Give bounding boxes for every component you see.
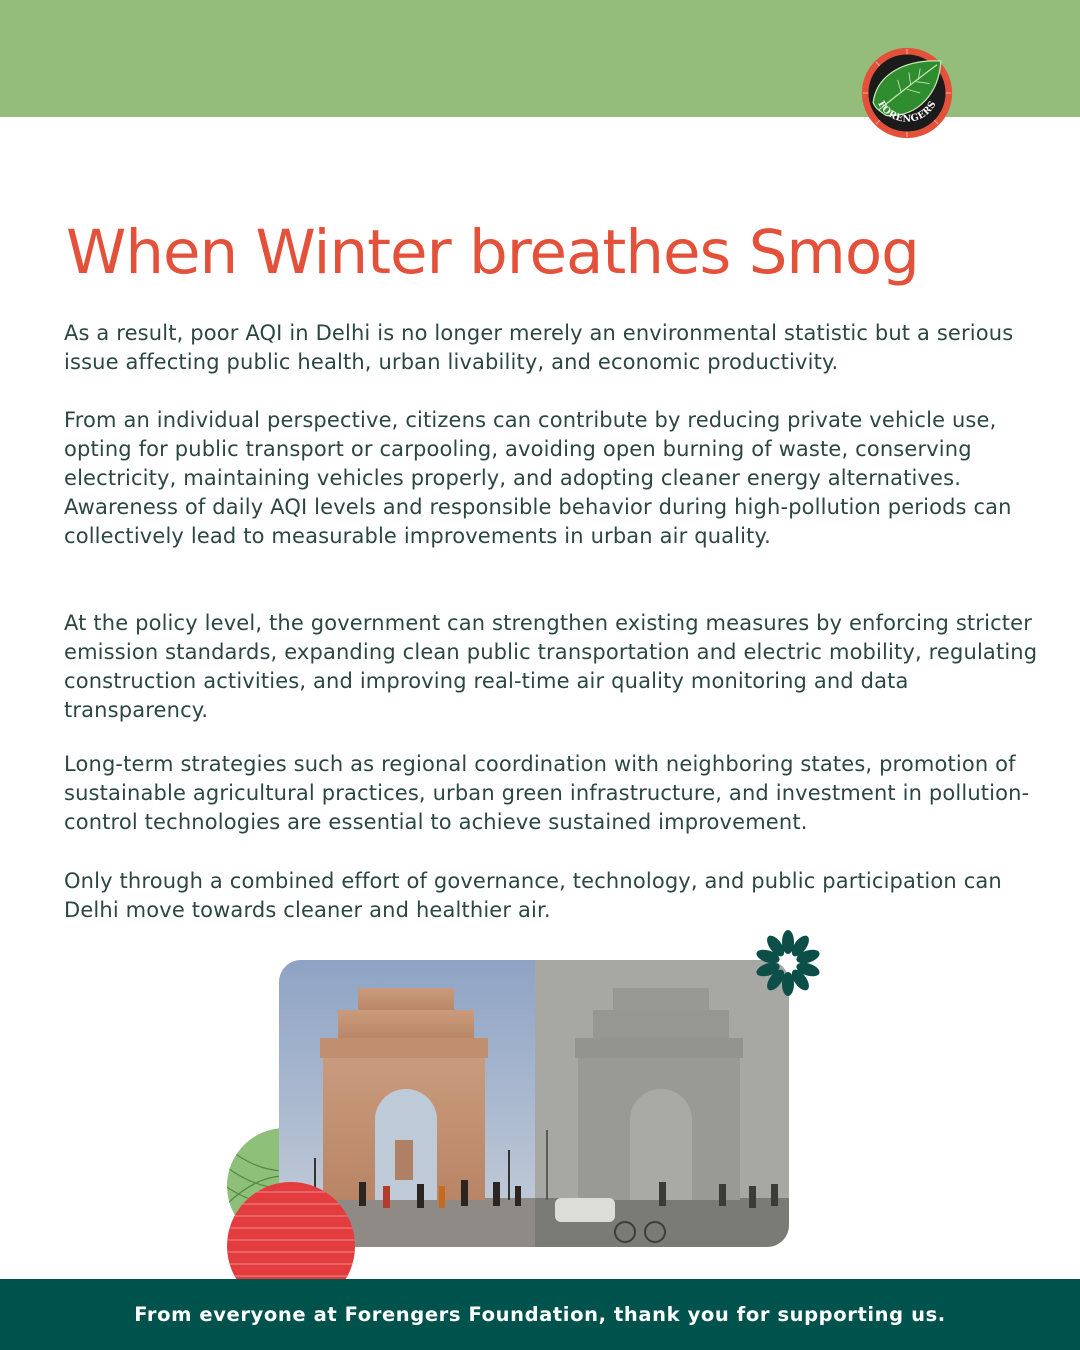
page-title: When Winter breathes Smog xyxy=(66,217,919,288)
paragraph-policy-level: At the policy level, the government can strengthen existing measures by enforcing stricter emission standards, expanding clean public transportation and electric mobility, regulating construction activities, and improving real-time air quality monitoring and data transparency. xyxy=(64,611,1038,722)
footer-band xyxy=(0,1279,1080,1350)
flower-icon xyxy=(752,927,824,999)
india-gate-smog xyxy=(535,960,789,1247)
footer-thank-you-text: From everyone at Forengers Foundation, thank you for supporting us. xyxy=(134,1303,946,1326)
paragraph-long-term-strategies: Long-term strategies such as regional coordination with neighboring states, promotion of sustainable agricultural practices, urban green infrastructure, and investment in pollution-control technologies are essential to achieve sustained improvement. xyxy=(64,752,1030,834)
forengers-logo xyxy=(860,46,954,140)
paragraph-conclusion: Only through a combined effort of governance, technology, and public participation can Delhi move towards cleaner and healthier air. xyxy=(64,869,1002,922)
svg-text:FORENGERS: FORENGERS xyxy=(875,99,939,125)
paragraph-individual-action: From an individual perspective, citizens can contribute by reducing private vehicle use, opting for public transport or carpooling, avoiding open burning of waste, conserving electricity, maintaining vehicles properly, and adopting cleaner energy alternatives. Awareness of daily AQI levels and responsible behavior during high-pollution periods can collectively lead to measurable improvements in urban air quality. xyxy=(64,408,1012,548)
paragraph-aqi-result: As a result, poor AQI in Delhi is no longer merely an environmental statistic but a serious issue affecting public health, urban livability, and economic productivity. xyxy=(64,321,1014,374)
